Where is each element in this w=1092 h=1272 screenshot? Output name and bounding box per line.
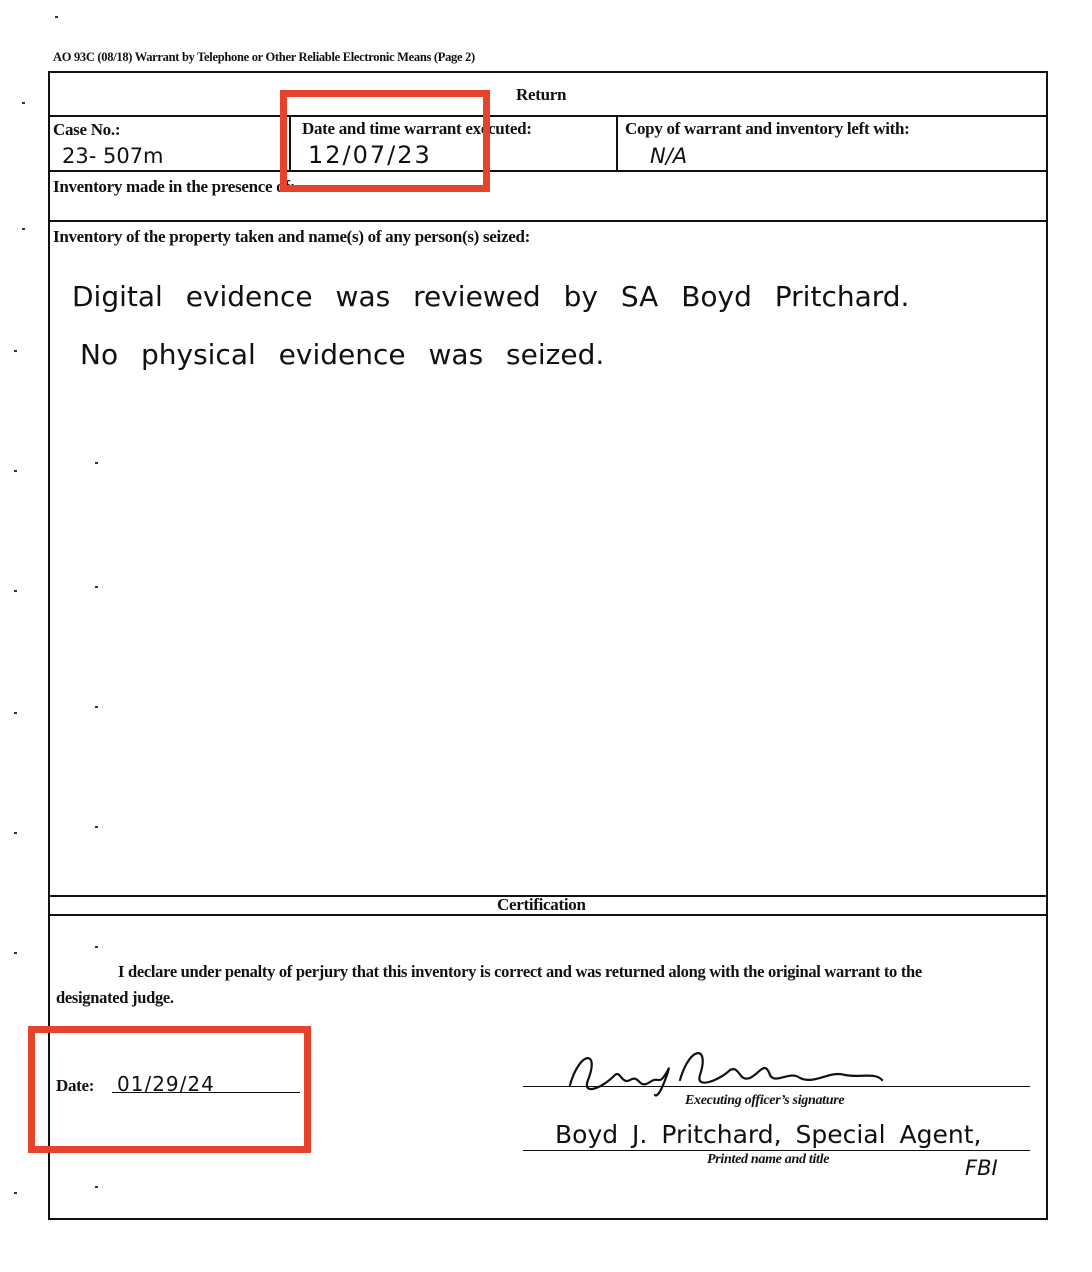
scan-speck	[95, 462, 98, 464]
printed-name-value: Boyd J. Pritchard, Special Agent,	[555, 1120, 982, 1149]
return-title: Return	[516, 85, 567, 104]
printed-name-line	[523, 1150, 1030, 1151]
copy-left-value: N/A	[650, 144, 688, 168]
scan-speck	[22, 102, 25, 104]
scan-speck	[14, 470, 17, 472]
case-no-value: 23- 507m	[62, 144, 164, 168]
row-line-3	[48, 220, 1048, 222]
scan-speck	[14, 350, 17, 352]
form-header: AO 93C (08/18) Warrant by Telephone or Other Reliable Electronic Means (Page 2)	[53, 50, 475, 64]
scan-speck	[14, 952, 17, 954]
row-line-1	[48, 115, 1048, 117]
col-line-2	[616, 115, 618, 171]
scan-speck	[14, 590, 17, 592]
scan-speck	[95, 706, 98, 708]
frame-bottom	[50, 1218, 1048, 1220]
frame-right	[1046, 71, 1048, 1220]
cert-date-label: Date:	[56, 1076, 95, 1095]
inventory-line-1: Digital evidence was reviewed by SA Boyd Pritchard.	[72, 280, 910, 313]
highlight-box-date-executed	[280, 90, 490, 192]
scan-speck	[14, 1192, 17, 1194]
inventory-presence-label: Inventory made in the presence of:	[53, 177, 296, 196]
cert-statement-1: I declare under penalty of perjury that this inventory is correct and was returned along with the original warrant to the	[118, 962, 922, 981]
inventory-label: Inventory of the property taken and name(s) of any person(s) seized:	[53, 227, 530, 246]
scan-speck	[95, 826, 98, 828]
date-executed-label: Date and time warrant executed:	[302, 119, 532, 138]
scan-speck	[14, 712, 17, 714]
row-line-2	[48, 170, 1048, 172]
date-executed-value: 12/07/23	[308, 141, 432, 169]
scan-speck	[14, 832, 17, 834]
scan-speck	[95, 1186, 98, 1188]
cert-date-value: 01/29/24	[117, 1072, 215, 1096]
frame-top	[48, 71, 1048, 73]
copy-left-label: Copy of warrant and inventory left with:	[625, 119, 910, 138]
cert-statement-2: designated judge.	[56, 988, 174, 1007]
scan-speck	[22, 228, 25, 230]
certification-title: Certification	[497, 895, 586, 914]
signature-caption: Executing officer’s signature	[685, 1093, 845, 1108]
highlight-box-cert-date	[28, 1026, 311, 1153]
inventory-line-2: No physical evidence was seized.	[80, 338, 605, 371]
signature-line	[523, 1086, 1030, 1087]
scan-speck	[55, 16, 58, 18]
scan-speck	[95, 586, 98, 588]
case-no-label: Case No.:	[53, 120, 121, 139]
scan-speck	[95, 946, 98, 948]
printed-name-caption: Printed name and title	[707, 1152, 830, 1167]
printed-name-value-2: FBI	[965, 1156, 998, 1180]
